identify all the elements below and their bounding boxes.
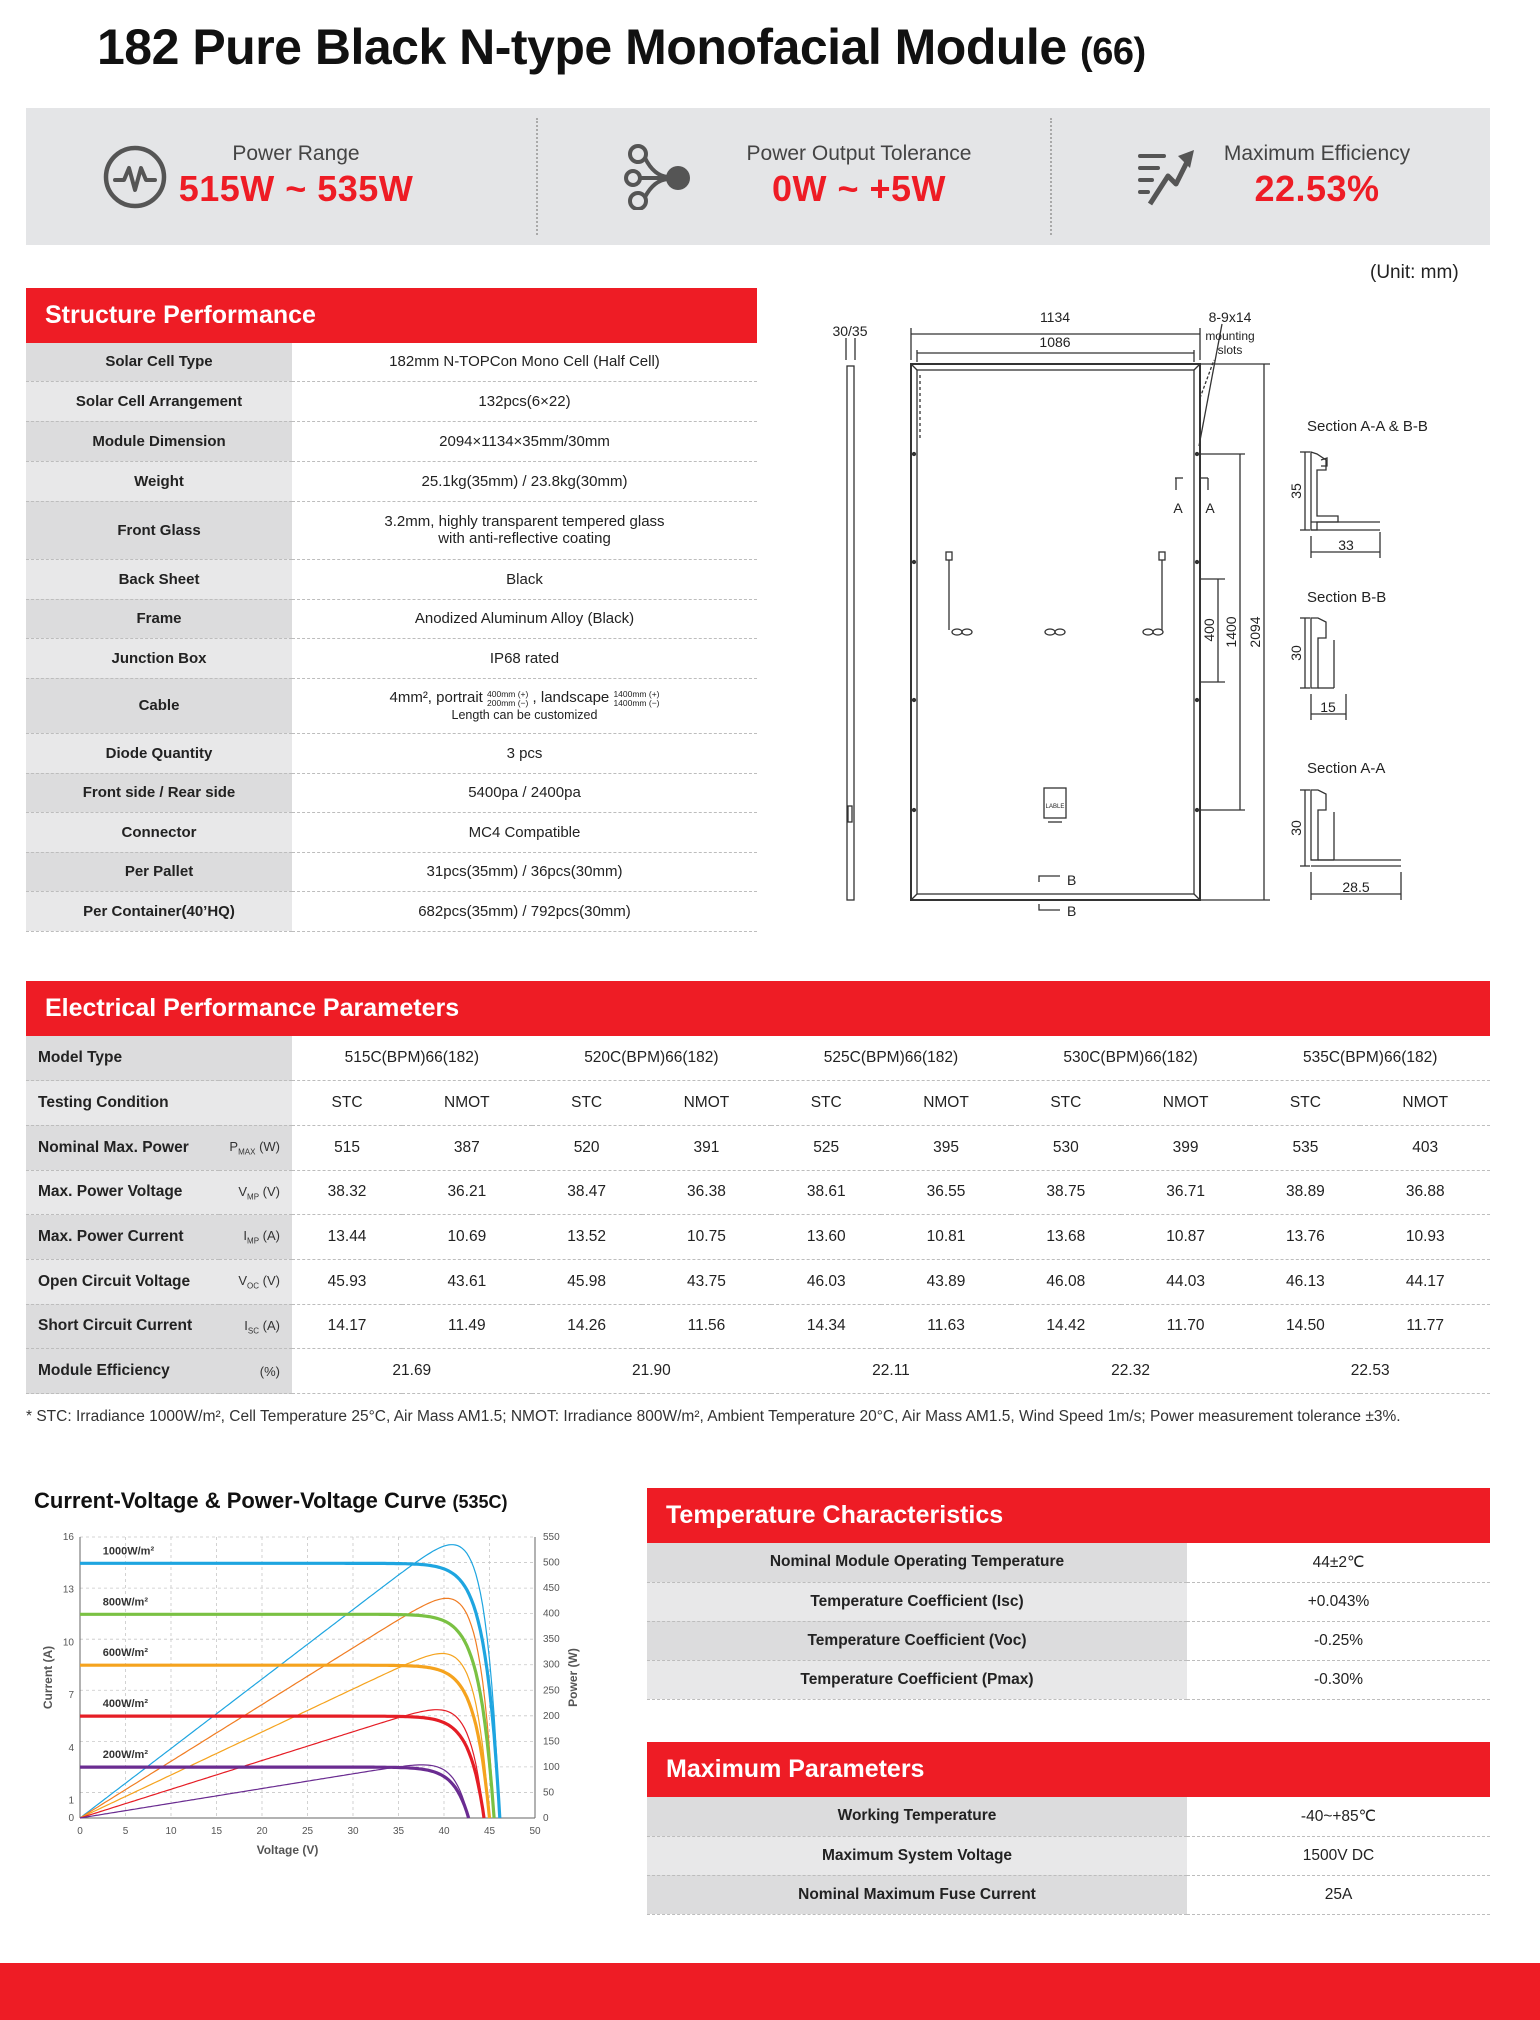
table-row (26, 559, 757, 599)
param-value: 38.61 (771, 1170, 881, 1215)
section-profile-3 (1311, 790, 1326, 860)
table-row (26, 1170, 1490, 1215)
temperature-table (647, 1543, 1490, 1700)
symbol-sub: MAX (238, 1147, 256, 1157)
param-value: 14.34 (771, 1304, 881, 1349)
param-value: 44.17 (1360, 1259, 1490, 1304)
spec-value: 182mm N-TOPCon Mono Cell (Half Cell) (292, 343, 757, 381)
spec-label: Per Container(40’HQ) (26, 891, 292, 931)
param-value: -0.30% (1187, 1660, 1490, 1699)
side-connector (848, 806, 852, 822)
param-value: 43.61 (402, 1259, 532, 1304)
section-profile-1 (1311, 452, 1338, 530)
chart-title (34, 1488, 508, 1514)
dim-2094: 2094 (1247, 616, 1263, 648)
param-value: 38.32 (292, 1170, 402, 1215)
param-symbol (219, 1081, 292, 1126)
param-label: Nominal Module Operating Temperature (647, 1543, 1187, 1582)
series-label: 1000W/m² (102, 1545, 155, 1558)
param-label: Open Circuit Voltage (26, 1259, 219, 1304)
x-tick-label: 20 (256, 1826, 268, 1837)
param-symbol (219, 1170, 292, 1215)
y-tick-label: 0 (68, 1813, 74, 1824)
param-symbol (219, 1125, 292, 1170)
spec-label: Cable (26, 678, 292, 733)
symbol-unit: (W) (259, 1138, 280, 1154)
param-label: Testing Condition (26, 1081, 219, 1126)
param-value: 10.93 (1360, 1215, 1490, 1260)
section-height: 30 (1288, 645, 1304, 661)
spec-label: Junction Box (26, 638, 292, 678)
symbol-sub: OC (247, 1281, 260, 1291)
cable-length: 1400mm (−) (613, 697, 660, 708)
x-tick-label: 15 (210, 1826, 223, 1837)
symbol-unit: (A) (262, 1228, 280, 1244)
slots-label: slots (1217, 343, 1243, 357)
spec-label: Weight (26, 461, 292, 501)
param-value: 535 (1250, 1125, 1360, 1170)
y2-tick-label: 400 (543, 1608, 560, 1620)
param-value: 11.49 (402, 1304, 532, 1349)
y2-axis-label: Power (W) (566, 1648, 580, 1707)
symbol-unit: (V) (262, 1272, 280, 1288)
y-tick-label: 7 (68, 1690, 74, 1702)
param-value: 13.68 (1011, 1215, 1121, 1260)
symbol: V (238, 1183, 248, 1199)
param-value: 36.88 (1360, 1170, 1490, 1215)
param-value: 10.81 (881, 1215, 1011, 1260)
section-mark-b: B (1067, 903, 1077, 919)
spec-value: MC4 Compatible (292, 812, 757, 852)
table-row (26, 599, 757, 638)
param-value: 36.21 (402, 1170, 532, 1215)
section-title: Section A-A & B-B (1307, 418, 1428, 435)
param-label: Maximum System Voltage (647, 1836, 1187, 1875)
table-row (26, 678, 757, 733)
pv-curve-3 (80, 1710, 483, 1818)
y2-tick-label: 350 (543, 1634, 560, 1646)
series-label: 400W/m² (102, 1698, 148, 1711)
param-value: 25A (1187, 1875, 1490, 1914)
table-row (26, 1081, 1490, 1126)
y2-tick-label: 200 (543, 1710, 560, 1722)
table-row (26, 733, 757, 773)
condition: NMOT (1360, 1081, 1490, 1126)
output-tolerance-icon (624, 144, 694, 210)
param-value: 10.69 (402, 1215, 532, 1260)
section-width: 15 (1320, 699, 1336, 715)
table-row (647, 1875, 1490, 1914)
footnote: * STC: Irradiance 1000W/m², Cell Temperature 25°C, Air Mass AM1.5; NMOT: Irradiance 800W/m², Ambient Temperature 20°C, Air Mass AM1.5, Wind Speed 1m/s; Power measurement tolerance ±3%. (26, 1408, 1401, 1425)
dim-1400: 1400 (1223, 616, 1239, 648)
x-tick-label: 30 (347, 1826, 359, 1837)
iv-pv-chart (30, 1525, 610, 1865)
chart-title-suffix: (535C) (452, 1492, 508, 1512)
x-tick-label: 10 (165, 1826, 177, 1837)
table-row (26, 343, 757, 381)
param-value: 11.56 (642, 1304, 772, 1349)
section-title: Section A-A (1307, 760, 1386, 777)
section-mark-a: A (1173, 500, 1183, 516)
table-row (26, 1259, 1490, 1304)
unit-note: (Unit: mm) (1370, 262, 1459, 283)
param-value: 11.70 (1121, 1304, 1251, 1349)
model-name: 520C(BPM)66(182) (532, 1036, 772, 1081)
param-value: +0.043% (1187, 1582, 1490, 1621)
spec-value-line: with anti-reflective coating (438, 530, 611, 547)
kpi-value: 515W ~ 535W (178, 168, 414, 209)
section-profile-2 (1311, 618, 1326, 688)
section-width: 33 (1338, 537, 1354, 553)
model-name: 535C(BPM)66(182) (1250, 1036, 1490, 1081)
param-value: 46.13 (1250, 1259, 1360, 1304)
title-suffix: (66) (1080, 31, 1146, 73)
section-title: Section B-B (1307, 589, 1387, 606)
series-label: 200W/m² (102, 1749, 148, 1762)
y2-tick-label: 300 (543, 1659, 560, 1671)
param-symbol (219, 1036, 292, 1081)
param-value: 38.47 (532, 1170, 642, 1215)
param-symbol (219, 1304, 292, 1349)
param-value: 36.38 (642, 1170, 772, 1215)
y2-tick-label: 450 (543, 1583, 560, 1595)
dim-width-outer: 1134 (1039, 309, 1071, 325)
x-axis-label: Voltage (V) (256, 1843, 319, 1857)
x-tick-label: 40 (438, 1826, 450, 1837)
kpi-value: 22.53% (1254, 168, 1380, 209)
table-row (26, 638, 757, 678)
param-symbol (219, 1259, 292, 1304)
table-row (26, 381, 757, 421)
table-row (26, 421, 757, 461)
param-value: -0.25% (1187, 1621, 1490, 1660)
param-value: 395 (881, 1125, 1011, 1170)
table-row (26, 1036, 1490, 1081)
electrical-header: Electrical Performance Parameters (26, 981, 1490, 1036)
condition: NMOT (402, 1081, 532, 1126)
symbol: I (244, 1317, 248, 1333)
model-name: 525C(BPM)66(182) (771, 1036, 1011, 1081)
y2-tick-label: 500 (543, 1557, 560, 1569)
y-tick-label: 16 (62, 1532, 74, 1543)
x-tick-label: 45 (483, 1826, 496, 1837)
kpi-value: 0W ~ +5W (771, 168, 947, 209)
table-row (26, 773, 757, 812)
condition: NMOT (642, 1081, 772, 1126)
kpi-label: Power Output Tolerance (746, 142, 972, 165)
y-tick-label: 4 (68, 1742, 74, 1754)
condition: NMOT (1121, 1081, 1251, 1126)
structure-table (26, 343, 757, 932)
param-label: Temperature Coefficient (Isc) (647, 1582, 1187, 1621)
table-row (26, 1349, 1490, 1394)
condition: STC (1011, 1081, 1121, 1126)
param-value: 387 (402, 1125, 532, 1170)
param-value: 13.76 (1250, 1215, 1360, 1260)
efficiency-value: 21.69 (292, 1349, 532, 1394)
spec-value: 2094×1134×35mm/30mm (292, 421, 757, 461)
efficiency-arrow-icon (1138, 146, 1198, 206)
table-row (26, 461, 757, 501)
module-drawing (820, 300, 1460, 940)
spec-label: Back Sheet (26, 559, 292, 599)
spec-label: Diode Quantity (26, 733, 292, 773)
spec-label: Front side / Rear side (26, 773, 292, 812)
cable-length: 1400mm (+) (613, 688, 660, 699)
symbol-sub: MP (247, 1192, 260, 1202)
spec-label: Per Pallet (26, 852, 292, 891)
spec-value-line: 3.2mm, highly transparent tempered glass (384, 513, 665, 530)
dim-thickness: 30/35 (832, 323, 868, 339)
cable-part: , landscape (532, 689, 610, 707)
param-symbol (219, 1215, 292, 1260)
model-name: 515C(BPM)66(182) (292, 1036, 532, 1081)
param-value: 14.50 (1250, 1304, 1360, 1349)
cable-spec (292, 678, 757, 733)
power-pulse-icon (102, 144, 168, 210)
symbol: I (243, 1228, 248, 1244)
y2-tick-label: 250 (543, 1685, 560, 1697)
table-row (647, 1836, 1490, 1875)
spec-value: 132pcs(6×22) (292, 381, 757, 421)
table-row (26, 1304, 1490, 1349)
table-row (647, 1660, 1490, 1699)
label-plate (1044, 788, 1066, 818)
param-value: 10.75 (642, 1215, 772, 1260)
title-main: 182 Pure Black N-type Monofacial Module (97, 19, 1067, 75)
param-value: 13.52 (532, 1215, 642, 1260)
symbol-unit: (A) (262, 1317, 280, 1333)
cable-length: 400mm (+) (487, 688, 529, 699)
param-label: Max. Power Voltage (26, 1170, 219, 1215)
electrical-data-rows (26, 1125, 1490, 1348)
table-row (647, 1582, 1490, 1621)
param-label: Nominal Maximum Fuse Current (647, 1875, 1187, 1914)
section-height: 35 (1288, 483, 1304, 499)
page-title (97, 18, 1146, 76)
table-row (26, 1125, 1490, 1170)
param-value: 11.77 (1360, 1304, 1490, 1349)
cable-note: Length can be customized (451, 707, 598, 722)
param-value: 14.17 (292, 1304, 402, 1349)
param-value: 13.44 (292, 1215, 402, 1260)
series-label: 800W/m² (102, 1596, 148, 1609)
cable-part: 4mm², portrait (389, 689, 483, 707)
spec-value: Black (292, 559, 757, 599)
y-tick-label: 13 (62, 1584, 74, 1596)
param-label: Module Efficiency (26, 1349, 219, 1394)
param-label: Temperature Coefficient (Pmax) (647, 1660, 1187, 1699)
spec-label: Frame (26, 599, 292, 638)
efficiency-value: 22.11 (771, 1349, 1011, 1394)
param-label: Model Type (26, 1036, 219, 1081)
param-value: 44±2℃ (1187, 1543, 1490, 1582)
cable-length: 200mm (−) (487, 697, 529, 708)
table-row (26, 852, 757, 891)
y2-tick-label: 0 (543, 1813, 549, 1824)
x-tick-label: 35 (392, 1826, 405, 1837)
section-mark-a: A (1205, 500, 1215, 516)
section-mark-b: B (1067, 872, 1077, 888)
structure-header: Structure Performance (26, 288, 757, 343)
cable-portrait (487, 690, 528, 708)
y-axis-label: Current (A) (41, 1645, 55, 1710)
param-value: 38.75 (1011, 1170, 1121, 1215)
param-value: 403 (1360, 1125, 1490, 1170)
y-tick-label: 10 (62, 1637, 74, 1649)
dim-400: 400 (1201, 618, 1217, 642)
table-row (26, 501, 757, 559)
param-value: -40~+85℃ (1187, 1797, 1490, 1836)
symbol: V (238, 1272, 248, 1288)
section-height: 30 (1288, 820, 1304, 836)
efficiency-value: 21.90 (532, 1349, 772, 1394)
param-value: 45.93 (292, 1259, 402, 1304)
param-value: 46.08 (1011, 1259, 1121, 1304)
efficiency-value: 22.53 (1250, 1349, 1490, 1394)
symbol-sub: SC (247, 1326, 260, 1336)
electrical-table (26, 1036, 1490, 1394)
y2-tick-label: 50 (543, 1787, 555, 1799)
kpi-max-efficiency (1052, 108, 1490, 245)
slots-size: 8-9x14 (1208, 309, 1252, 325)
maximum-header: Maximum Parameters (647, 1742, 1490, 1797)
condition: NMOT (881, 1081, 1011, 1126)
param-label: Working Temperature (647, 1797, 1187, 1836)
table-row (647, 1543, 1490, 1582)
kpi-power-range (26, 108, 536, 245)
param-value: 14.42 (1011, 1304, 1121, 1349)
x-tick-label: 50 (529, 1826, 541, 1837)
kpi-label: Power Range (232, 142, 360, 165)
param-value: 45.98 (532, 1259, 642, 1304)
efficiency-value: 22.32 (1011, 1349, 1251, 1394)
symbol-sub: MP (247, 1236, 260, 1246)
spec-label: Solar Cell Arrangement (26, 381, 292, 421)
chart-title-main: Current-Voltage & Power-Voltage Curve (34, 1488, 447, 1513)
maximum-table (647, 1797, 1490, 1915)
param-value: 520 (532, 1125, 642, 1170)
y2-tick-label: 150 (543, 1736, 560, 1748)
slots-label: mounting (1205, 329, 1255, 343)
spec-label: Solar Cell Type (26, 343, 292, 381)
param-value: 1500V DC (1187, 1836, 1490, 1875)
y2-tick-label: 550 (543, 1532, 560, 1543)
param-value: 36.55 (881, 1170, 1011, 1215)
param-value: 10.87 (1121, 1215, 1251, 1260)
spec-value (292, 501, 757, 559)
series-label: 600W/m² (102, 1647, 148, 1660)
condition: STC (532, 1081, 642, 1126)
model-name: 530C(BPM)66(182) (1011, 1036, 1251, 1081)
table-row (647, 1797, 1490, 1836)
table-row (26, 891, 757, 931)
temperature-header: Temperature Characteristics (647, 1488, 1490, 1543)
param-label: Max. Power Current (26, 1215, 219, 1260)
spec-label: Module Dimension (26, 421, 292, 461)
table-row (26, 1215, 1490, 1260)
param-value: 391 (642, 1125, 772, 1170)
param-value: 525 (771, 1125, 881, 1170)
kpi-band (26, 108, 1490, 245)
y2-tick-label: 100 (543, 1761, 560, 1773)
x-tick-label: 5 (122, 1826, 129, 1837)
pv-curve-0 (80, 1545, 499, 1818)
x-tick-label: 0 (77, 1826, 83, 1837)
kpi-output-tolerance (538, 108, 1050, 245)
condition: STC (292, 1081, 402, 1126)
spec-label: Front Glass (26, 501, 292, 559)
param-value: 44.03 (1121, 1259, 1251, 1304)
param-value: 530 (1011, 1125, 1121, 1170)
bottom-bar (0, 1963, 1540, 2020)
param-value: 43.75 (642, 1259, 772, 1304)
param-value: 399 (1121, 1125, 1251, 1170)
y-tick-label: 1 (68, 1795, 74, 1807)
spec-label: Connector (26, 812, 292, 852)
spec-value: 5400pa / 2400pa (292, 773, 757, 812)
table-row (647, 1621, 1490, 1660)
param-value: 515 (292, 1125, 402, 1170)
pv-curve-2 (80, 1654, 490, 1819)
symbol: P (229, 1138, 239, 1154)
param-label: Temperature Coefficient (Voc) (647, 1621, 1187, 1660)
spec-value: 31pcs(35mm) / 36pcs(30mm) (292, 852, 757, 891)
spec-value: 682pcs(35mm) / 792pcs(30mm) (292, 891, 757, 931)
spec-value: 3 pcs (292, 733, 757, 773)
param-value: 43.89 (881, 1259, 1011, 1304)
param-value: 36.71 (1121, 1170, 1251, 1215)
spec-value: 25.1kg(35mm) / 23.8kg(30mm) (292, 461, 757, 501)
table-row (26, 812, 757, 852)
section-width: 28.5 (1342, 879, 1370, 895)
x-tick-label: 25 (301, 1826, 314, 1837)
param-value: 38.89 (1250, 1170, 1360, 1215)
param-label: Short Circuit Current (26, 1304, 219, 1349)
param-value: 11.63 (881, 1304, 1011, 1349)
param-value: 14.26 (532, 1304, 642, 1349)
param-value: 13.60 (771, 1215, 881, 1260)
param-value: 46.03 (771, 1259, 881, 1304)
spec-value: IP68 rated (292, 638, 757, 678)
spec-value: Anodized Aluminum Alloy (Black) (292, 599, 757, 638)
kpi-label: Maximum Efficiency (1223, 142, 1411, 165)
condition: STC (771, 1081, 881, 1126)
pv-curve-4 (80, 1765, 467, 1818)
condition: STC (1250, 1081, 1360, 1126)
label-text: LABLE (1045, 804, 1065, 810)
cable-landscape (613, 690, 659, 708)
param-unit: (%) (219, 1349, 292, 1394)
dim-width-inner: 1086 (1039, 334, 1071, 350)
param-label: Nominal Max. Power (26, 1125, 219, 1170)
symbol-unit: (V) (262, 1183, 280, 1199)
